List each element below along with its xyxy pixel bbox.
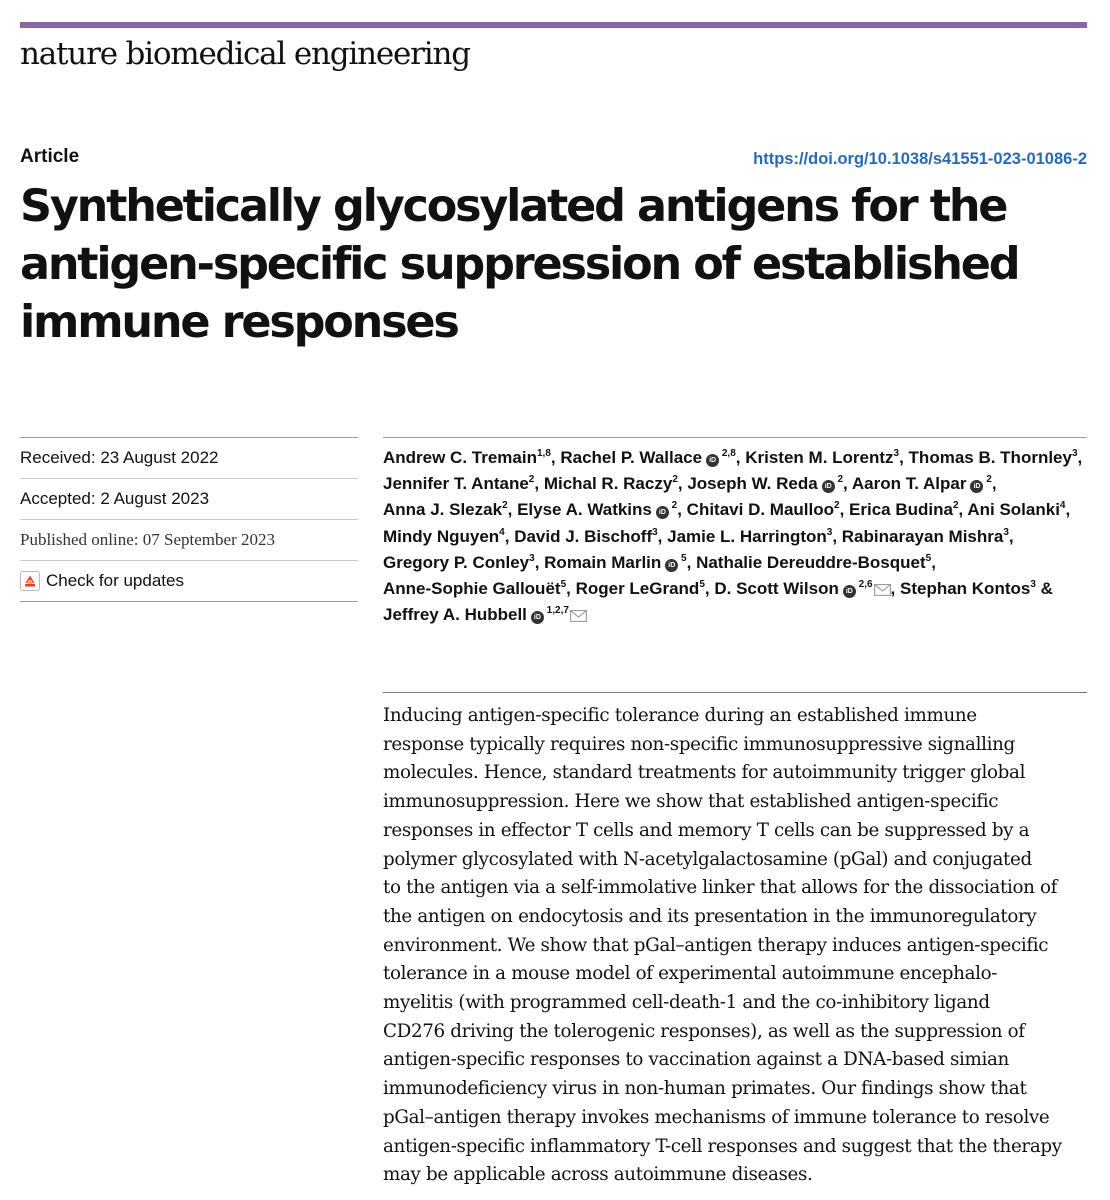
abstract-line: may be applicable across autoimmune diseases. — [383, 1164, 813, 1186]
author-affiliation: 4 — [499, 526, 505, 538]
authors-panel — [383, 437, 1087, 628]
author-affiliation: 2,6 — [855, 579, 873, 591]
author[interactable] — [383, 448, 551, 467]
title-line: Synthetically glycosylated antigens for the — [20, 181, 1007, 232]
author[interactable] — [967, 500, 1065, 519]
author-affiliation: 3 — [826, 526, 833, 538]
author-name: Stephan Kontos — [900, 579, 1031, 599]
abstract-line: the antigen on endocytosis and its presentation in the immunoregulatory — [383, 905, 1037, 927]
author-affiliation: 2,8 — [719, 448, 736, 459]
author-name: D. Scott Wilson — [714, 579, 839, 599]
author[interactable] — [560, 448, 735, 467]
author[interactable] — [696, 553, 931, 572]
author-name: Kristen M. Lorentz — [745, 448, 894, 467]
author-affiliation: 3 — [652, 526, 658, 538]
author[interactable] — [852, 474, 992, 493]
abstract-line: responses in effector T cells and memory T cells can be suppressed by a — [383, 819, 1030, 841]
author-name: Elyse A. Watkins — [517, 500, 652, 520]
article-title — [20, 178, 1080, 352]
author-affiliation: 2 — [834, 500, 840, 512]
author[interactable] — [383, 553, 535, 572]
author-affiliation: 4 — [1059, 500, 1066, 512]
author-affiliation: 2 — [668, 500, 678, 512]
orcid-icon[interactable]: iD — [531, 611, 544, 624]
abstract-line: immunosuppression. Here we show that established antigen-specific — [383, 791, 999, 813]
author-affiliation: 1,2,7 — [543, 605, 569, 617]
author-affiliation: 2 — [983, 474, 992, 486]
author-name: Jennifer T. Antane — [383, 474, 529, 494]
author-name: Andrew C. Tremain — [383, 448, 537, 467]
abstract-line: response typically requires non-specific immunosuppressive signalling — [383, 733, 1015, 755]
author[interactable] — [667, 527, 832, 546]
abstract-line: antigen-specific inflammatory T-cell responses and suggest that the therapy — [383, 1135, 1062, 1157]
abstract-line: Inducing antigen-specific tolerance during an established immune — [383, 705, 977, 726]
abstract-line: to the antigen via a self-immolative linker that allows for the dissociation of — [383, 877, 1058, 899]
abstract-line: molecules. Hence, standard treatments for autoimmunity trigger global — [383, 762, 1026, 784]
published-date: Published online: 07 September 2023 — [20, 520, 358, 561]
abstract-line: environment. We show that pGal–antigen therapy induces antigen-specific — [383, 934, 1049, 956]
author-affiliation: 2 — [672, 474, 678, 486]
author-affiliation: 3 — [1003, 526, 1009, 538]
author[interactable] — [383, 474, 534, 493]
author-name: Gregory P. Conley — [383, 552, 530, 572]
author[interactable] — [517, 500, 677, 519]
orcid-icon[interactable]: iD — [665, 559, 678, 572]
author-name: Anne-Sophie Gallouët — [383, 579, 561, 599]
author[interactable] — [576, 579, 705, 598]
check-for-updates-label: Check for updates — [46, 571, 184, 590]
doi-link[interactable]: https://doi.org/10.1038/s41551-023-01086-2 — [753, 150, 1087, 168]
abstract-line: tolerance in a mouse model of experimental autoimmune encephalo- — [383, 963, 998, 985]
check-for-updates-button[interactable] — [20, 561, 358, 602]
author[interactable] — [745, 448, 899, 467]
orcid-icon[interactable]: iD — [656, 506, 669, 519]
author-name: Rachel P. Wallace — [560, 448, 703, 467]
author-name: Joseph W. Reda — [687, 474, 818, 494]
email-icon[interactable] — [570, 610, 587, 622]
author[interactable] — [687, 474, 843, 493]
abstract-line: CD276 driving the tolerogenic responses), as well as the suppression of — [383, 1020, 1025, 1042]
author[interactable] — [383, 527, 505, 546]
author-affiliation: 5 — [699, 579, 705, 591]
author-affiliation: 3 — [529, 552, 535, 564]
abstract — [383, 702, 1083, 1190]
author-affiliation: 3 — [1030, 579, 1036, 591]
received-date: Received: 23 August 2022 — [20, 438, 358, 479]
check-for-updates-icon — [20, 571, 40, 591]
accepted-date: Accepted: 2 August 2023 — [20, 479, 358, 520]
title-line: immune responses — [20, 297, 458, 348]
author-affiliation: 3 — [1071, 448, 1078, 459]
abstract-divider — [383, 692, 1087, 693]
author[interactable] — [900, 579, 1036, 598]
author[interactable] — [687, 500, 840, 519]
orcid-icon[interactable]: iD — [970, 480, 983, 493]
author-affiliation: 2 — [834, 474, 844, 486]
author-name: Thomas B. Thornley — [908, 448, 1072, 467]
author-name: David J. Bischoff — [514, 526, 653, 546]
title-line: antigen-specific suppression of established — [20, 239, 1019, 290]
orcid-icon[interactable]: iD — [843, 585, 856, 598]
author-affiliation: 3 — [893, 448, 900, 459]
author-name: Romain Marlin — [544, 552, 662, 572]
author-name: Nathalie Dereuddre-Bosquet — [696, 552, 926, 572]
author[interactable] — [383, 500, 508, 519]
author-name: Aaron T. Alpar — [851, 474, 967, 494]
author-affiliation: 2 — [528, 474, 535, 486]
author[interactable] — [714, 579, 890, 598]
author-affiliation: 5 — [925, 552, 932, 564]
author[interactable] — [909, 448, 1078, 467]
author-affiliation: 5 — [678, 552, 687, 564]
author-name: Mindy Nguyen — [383, 526, 500, 546]
author-name: Jeffrey A. Hubbell — [383, 605, 527, 625]
author[interactable] — [544, 553, 686, 572]
author[interactable] — [383, 605, 587, 624]
author-name: Rabinarayan Mishra — [841, 526, 1004, 546]
author-affiliation: 2 — [502, 500, 508, 512]
orcid-icon[interactable]: iD — [822, 480, 835, 493]
author-name: Anna J. Slezak — [383, 500, 503, 520]
author-name: Erica Budina — [849, 500, 953, 520]
author-affiliation: 1,8 — [536, 448, 551, 459]
author-list: Andrew C. Tremain$^{1,8}$, Rachel P. Wallace iD $^{2,8}$, Kristen M. Lorentz$^3$, Thomas B. Thornley$^3$, Jennifer T. Antane$^2$, Michal R. Raczy$^2$, Joseph W. Reda iD $^2$, Aaron T. Alpar iD $^2$, Anna J. Slezak$^2$, Elyse A. Watkins iD $^2$, Chitavi D. Maulloo$^2$, Erica Budina$^2$, Ani Solanki$^4$, Mindy Nguyen$^4$, David J. Bischoff$^3$, Jamie L. Harrington$^3$, Rabinarayan Mishra$^3$, Gregory P. Conley$^3$, Romain Marlin iD $^5$, Nathalie Dereuddre-Bosquet$^5$, Anne-Sophie Gallouët$^5$, Roger LeGrand$^5$, D. Scott Wilson iD $^{2,6}$ , Stephan Kontos$^3$ & Jeffrey A. Hubbell iD $^{1,2,7}$ — [383, 448, 1083, 625]
author-name: Roger LeGrand — [575, 579, 700, 599]
abstract-line: pGal–antigen therapy invokes mechanisms of immune tolerance to resolve — [383, 1106, 1050, 1128]
author-affiliation: 2 — [952, 500, 959, 512]
author[interactable] — [849, 500, 958, 519]
author[interactable] — [842, 527, 1009, 546]
article-type-label: Article — [20, 146, 80, 167]
abstract-line: antigen-specific responses to vaccination against a DNA-based simian — [383, 1049, 1009, 1071]
orcid-icon[interactable]: iD — [706, 454, 719, 467]
author[interactable] — [383, 579, 566, 598]
author[interactable] — [544, 474, 678, 493]
abstract-line: immunodeficiency virus in non-human primates. Our findings show that — [383, 1078, 1027, 1100]
author-name: Jamie L. Harrington — [667, 526, 827, 546]
abstract-line: myelitis (with programmed cell-death-1 and the co-inhibitory ligand — [383, 992, 990, 1014]
journal-name[interactable]: nature biomedical engineering — [20, 36, 470, 72]
journal-accent-bar — [20, 22, 1087, 28]
author-name: Michal R. Raczy — [543, 474, 673, 494]
author-affiliation: 5 — [560, 579, 567, 591]
article-dates-panel — [20, 437, 358, 602]
author-name: Chitavi D. Maulloo — [686, 500, 835, 520]
author-name: Ani Solanki — [967, 500, 1060, 520]
author[interactable] — [514, 527, 657, 546]
email-icon[interactable] — [874, 584, 891, 596]
abstract-line: polymer glycosylated with N-acetylgalactosamine (pGal) and conjugated — [383, 848, 1032, 870]
